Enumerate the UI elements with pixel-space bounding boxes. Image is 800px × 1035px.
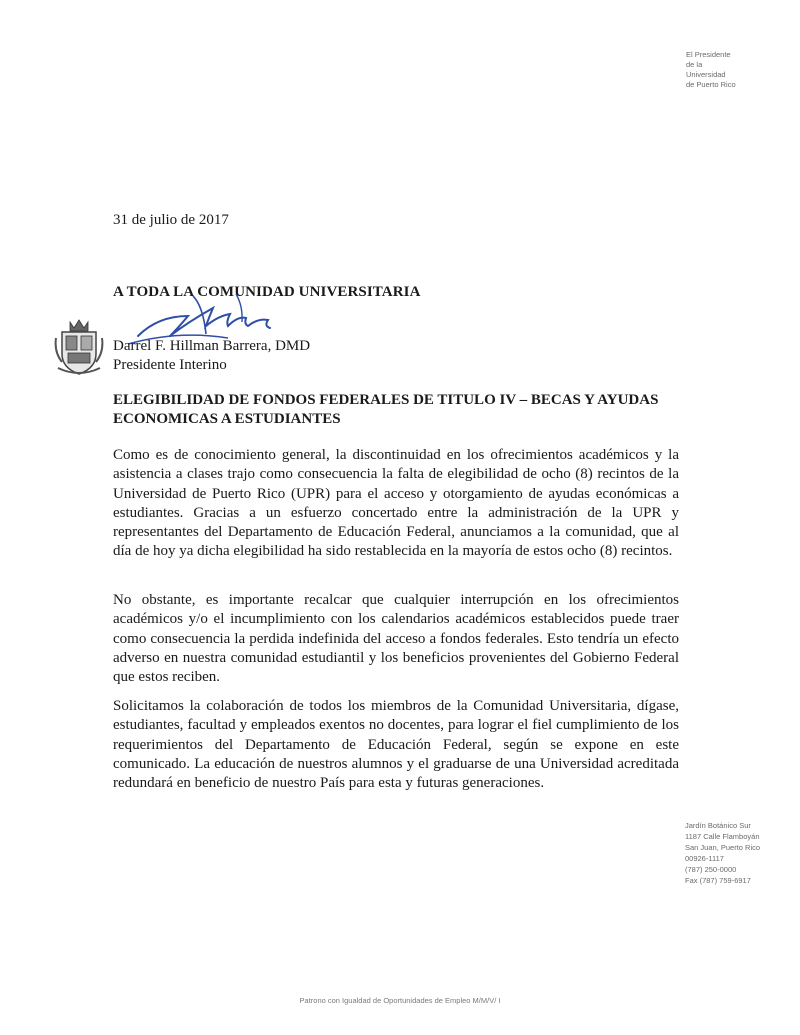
address-line: (787) 250-0000 <box>685 865 737 874</box>
body-paragraph: Como es de conocimiento general, la discontinuidad en los ofrecimientos académicos y la asistencia a clases trajo como consecuencia la falta de elegibilidad de ocho (8) recintos de la Universidad de Puerto Rico (UPR) para el acceso y otorgamiento de ayudas económicas a estudiantes. Gracias a un esfuerzo concertado entre la administración de la UPR y representantes del Departamento de Educación Federal, anunciamos a la comunidad, que al día de hoy ya dicha elegibilidad ha sido restablecida en la mayoría de estos ocho (8) recintos. <box>113 447 679 560</box>
letter-date: 31 de julio de 2017 <box>113 212 229 228</box>
sender-name: Darrel F. Hillman Barrera, DMD <box>113 338 311 354</box>
equal-opportunity-notice: Patrono con Igualdad de Oportunidades de Empleo M/M/V/ I <box>299 996 501 1005</box>
letterhead-line: de la <box>686 60 703 69</box>
letterhead-line: de Puerto Rico <box>686 80 736 89</box>
letter-recipient: A TODA LA COMUNIDAD UNIVERSITARIA <box>113 284 421 300</box>
body-paragraph: Solicitamos la colaboración de todos los miembros de la Comunidad Universitaria, dígase, estudiantes, facultad y empleados exentos no docentes, para lograr el fiel cumplimiento de los requerimientos del Departamento de Educación Federal, según se expone en este comunicado. La educación de nuestros alumnos y el graduarse de una Universidad acreditada redundará en beneficio de nuestro País para esta y futuras generaciones. <box>113 698 679 792</box>
footer-address <box>685 820 795 886</box>
body-paragraph: No obstante, es importante recalcar que cualquier interrupción en los ofrecimientos académicos y/o el incumplimiento con los calendarios académicos establecidos puede traer como consecuencia la perdida indefinida del acceso a fondos federales. Esto tendría un efecto adverso en nuestra comunidad estudiantil y los beneficios provenientes del Gobierno Federal que estos reciben. <box>113 592 679 686</box>
letterhead-office <box>686 50 786 90</box>
address-line: Jardín Botánico Sur <box>685 821 751 830</box>
address-line: Fax (787) 759-6917 <box>685 876 751 885</box>
university-seal-icon <box>54 318 104 376</box>
address-line: 00926-1117 <box>685 854 724 863</box>
letterhead-line: Universidad <box>686 70 726 79</box>
sender-title: Presidente Interino <box>113 357 227 373</box>
address-line: San Juan, Puerto Rico <box>685 843 761 852</box>
address-line: 1187 Calle Flamboyán <box>685 832 760 841</box>
letterhead-line: El Presidente <box>686 50 731 59</box>
letter-subject: ELEGIBILIDAD DE FONDOS FEDERALES DE TITULO IV – BECAS Y AYUDAS ECONOMICAS A ESTUDIANTES <box>113 392 659 427</box>
